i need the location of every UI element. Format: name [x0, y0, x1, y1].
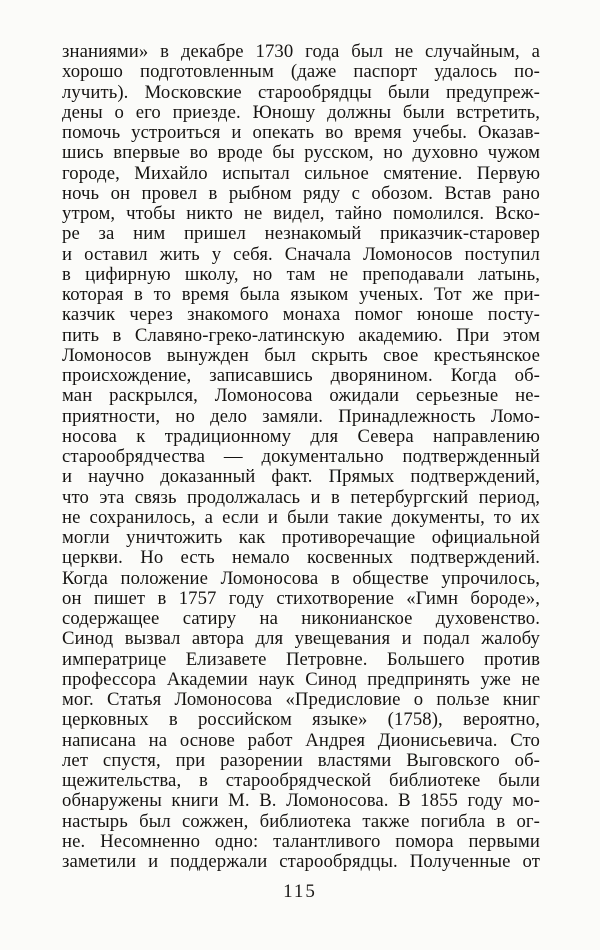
text-line: мог. Статья Ломоносова «Предисловие о пользе книг	[62, 689, 540, 710]
text-line: лет спустя, при разорении властями Выговского об-	[62, 749, 540, 771]
text-line: казчик через знакомого монаха помог юноше посту-	[62, 304, 540, 326]
text-line: происхождение, записавшись дворянином. Когда об-	[62, 365, 540, 386]
body-text	[62, 42, 540, 872]
text-line: пить в Славяно-греко-латинскую академию. При этом	[62, 324, 540, 346]
text-line: императрице Елизавете Петровне. Большего против	[62, 648, 540, 670]
text-line: ман раскрылся, Ломоносова ожидали серьезные не-	[62, 385, 540, 407]
text-line: церкви. Но есть немало косвенных подтверждений.	[62, 547, 540, 569]
text-line: и оставил жить у себя. Сначала Ломоносов поступил	[62, 243, 540, 265]
text-line: утром, чтобы никто не видел, тайно помолился. Вско-	[62, 203, 540, 224]
text-line: обнаружены книги М. В. Ломоносова. В 1855 году мо-	[62, 790, 540, 812]
text-line: Когда положение Ломоносова в обществе упрочилось,	[62, 567, 540, 589]
text-line: содержащее сатиру на никонианское духовенство.	[62, 608, 540, 629]
text-line: Синод вызвал автора для увещевания и подал жалобу	[62, 628, 540, 650]
text-line: которая в то время была языком ученых. Тот же при-	[62, 284, 540, 305]
text-line: приятности, но дело замяли. Принадлежность Ломо-	[62, 405, 540, 427]
text-line: шись впервые во вроде бы русском, но духовно чужом	[62, 142, 540, 164]
text-line: он пишет в 1757 году стихотворение «Гимн бороде»,	[62, 587, 540, 609]
text-line: что эта связь продолжалась и в петербургский период,	[62, 486, 540, 508]
text-line: в цифирную школу, но там не преподавали латынь,	[62, 263, 540, 285]
text-line: знаниями» в декабре 1730 года был не случайным, а	[62, 41, 540, 62]
text-line: ре за ним пришел незнакомый приказчик-старовер	[62, 223, 540, 245]
text-line: хорошо подготовленным (даже паспорт удалось по-	[62, 61, 540, 83]
text-line: городе, Михайло испытал сильное смятение. Первую	[62, 162, 540, 184]
text-line: лучить). Московские старообрядцы были предупреж-	[62, 81, 540, 103]
text-line: настырь был сожжен, библиотека также погибла в ог-	[62, 810, 540, 832]
text-line: не. Несомненно одно: талантливого помора первыми	[62, 830, 540, 852]
text-line: не сохранилось, а если и были такие документы, то их	[62, 506, 540, 528]
text-line: старообрядчества — документально подтвержденный	[62, 446, 540, 467]
text-line: заметили и поддержали старообрядцы. Полученные от	[62, 851, 540, 872]
text-line: помочь устроиться и опекать во время учебы. Оказав-	[62, 122, 540, 143]
text-line: могли уничтожить как противоречащие официальной	[62, 527, 540, 548]
text-line: дены о его приезде. Юношу должны были встретить,	[62, 101, 540, 123]
text-line: носова к традиционному для Севера направлению	[62, 425, 540, 447]
text-line: профессора Академии наук Синод предпринять уже не	[62, 668, 540, 690]
text-line: написана на основе работ Андрея Дионисьевича. Сто	[62, 729, 540, 751]
text-line: щежительства, в старообрядческой библиотеке были	[62, 770, 540, 791]
text-line: ночь он провел в рыбном ряду с обозом. Встав рано	[62, 182, 540, 204]
text-line: и научно доказанный факт. Прямых подтверждений,	[62, 466, 540, 488]
page-number: 115	[283, 881, 317, 902]
text-line: церковных в российском языке» (1758), вероятно,	[62, 709, 540, 731]
text-line: Ломоносов вынужден был скрыть свое крестьянское	[62, 344, 540, 366]
